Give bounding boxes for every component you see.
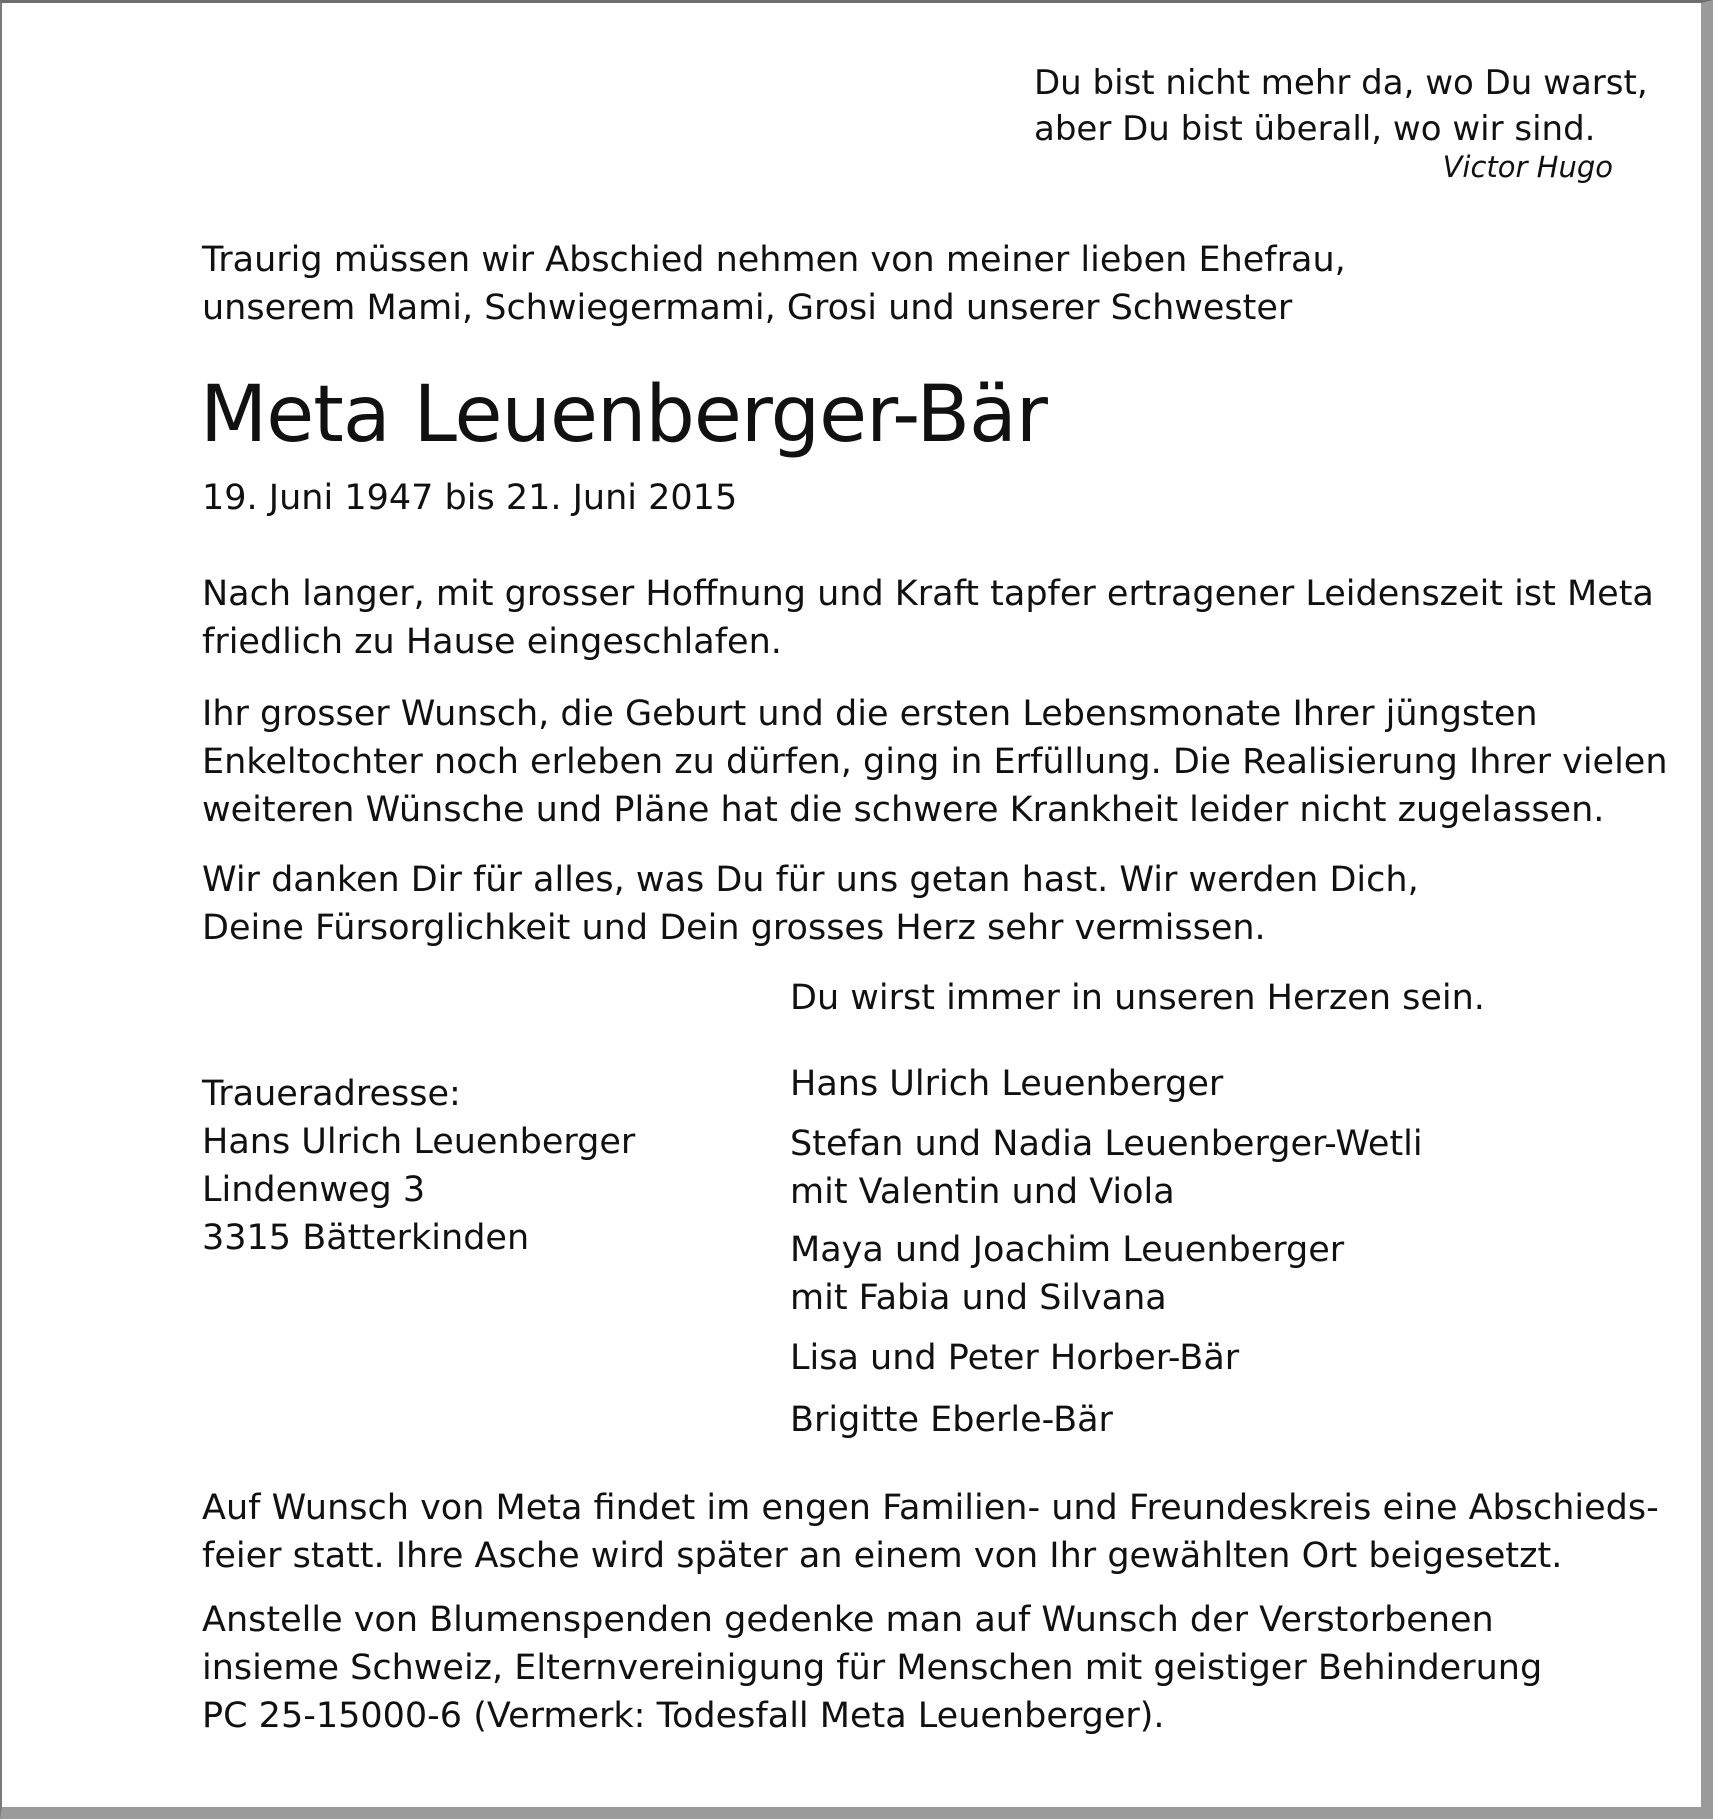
quote-line: Du bist nicht mehr da, wo Du warst, <box>1034 63 1648 103</box>
paragraph-thanks <box>202 856 1419 952</box>
life-dates: 19. Juni 1947 bis 21. Juni 2015 <box>202 478 738 518</box>
paragraph-line: Anstelle von Blumenspenden gedenke man auf Wunsch der Verstorbenen <box>202 1600 1494 1640</box>
paragraph-line: weiteren Wünsche und Pläne hat die schwere Krankheit leider nicht zugelassen. <box>202 790 1605 830</box>
paragraph-line: Nach langer, mit grosser Hoffnung und Kraft tapfer ertragener Leidenszeit ist Meta <box>202 574 1654 614</box>
address-label: Traueradresse: <box>202 1074 461 1114</box>
closing-line: Du wirst immer in unseren Herzen sein. <box>790 978 1485 1018</box>
epigraph-quote <box>1034 60 1648 152</box>
paragraph-line: Deine Fürsorglichkeit und Dein grosses Herz sehr vermissen. <box>202 908 1266 948</box>
address-street: Lindenweg 3 <box>202 1170 426 1210</box>
family-line: mit Valentin und Viola <box>790 1172 1175 1212</box>
address-city: 3315 Bätterkinden <box>202 1218 530 1258</box>
family-member: Brigitte Eberle-Bär <box>790 1400 1113 1440</box>
paragraph-line: Enkeltochter noch erleben zu dürfen, ging in Erfüllung. Die Realisierung Ihrer vielen <box>202 742 1668 782</box>
paragraph-line: feier statt. Ihre Asche wird später an einem von Ihr gewählten Ort beigesetzt. <box>202 1536 1563 1576</box>
family-member <box>790 1120 1423 1216</box>
paragraph-wish <box>202 690 1668 834</box>
address-name: Hans Ulrich Leuenberger <box>202 1122 636 1162</box>
deceased-name: Meta Leuenberger-Bär <box>200 370 1047 460</box>
quote-line: aber Du bist überall, wo wir sind. <box>1034 109 1596 149</box>
paragraph-passing <box>202 570 1654 666</box>
mourning-address <box>202 1070 635 1262</box>
family-line: Maya und Joachim Leuenberger <box>790 1230 1345 1270</box>
family-member: Hans Ulrich Leuenberger <box>790 1064 1224 1104</box>
paragraph-line: PC 25-15000-6 (Vermerk: Todesfall Meta Leuenberger). <box>202 1696 1165 1736</box>
intro-text <box>202 236 1346 332</box>
paragraph-line: Wir danken Dir für alles, was Du für uns getan hast. Wir werden Dich, <box>202 860 1419 900</box>
paragraph-line: friedlich zu Hause eingeschlafen. <box>202 622 782 662</box>
family-member <box>790 1226 1344 1322</box>
intro-line: Traurig müssen wir Abschied nehmen von meiner lieben Ehefrau, <box>202 240 1346 280</box>
intro-line: unserem Mami, Schwiegermami, Grosi und unserer Schwester <box>202 288 1293 328</box>
paragraph-line: Ihr grosser Wunsch, die Geburt und die ersten Lebensmonate Ihrer jüngsten <box>202 694 1538 734</box>
quote-author: Victor Hugo <box>1442 150 1613 184</box>
paragraph-ceremony <box>202 1484 1659 1580</box>
paragraph-line: Auf Wunsch von Meta findet im engen Familien- und Freundeskreis eine Abschieds- <box>202 1488 1659 1528</box>
paragraph-donation <box>202 1596 1542 1740</box>
family-member: Lisa und Peter Horber-Bär <box>790 1338 1240 1378</box>
family-line: mit Fabia und Silvana <box>790 1278 1167 1318</box>
paragraph-line: insieme Schweiz, Elternvereinigung für Menschen mit geistiger Behinderung <box>202 1648 1543 1688</box>
family-line: Stefan und Nadia Leuenberger-Wetli <box>790 1124 1423 1164</box>
